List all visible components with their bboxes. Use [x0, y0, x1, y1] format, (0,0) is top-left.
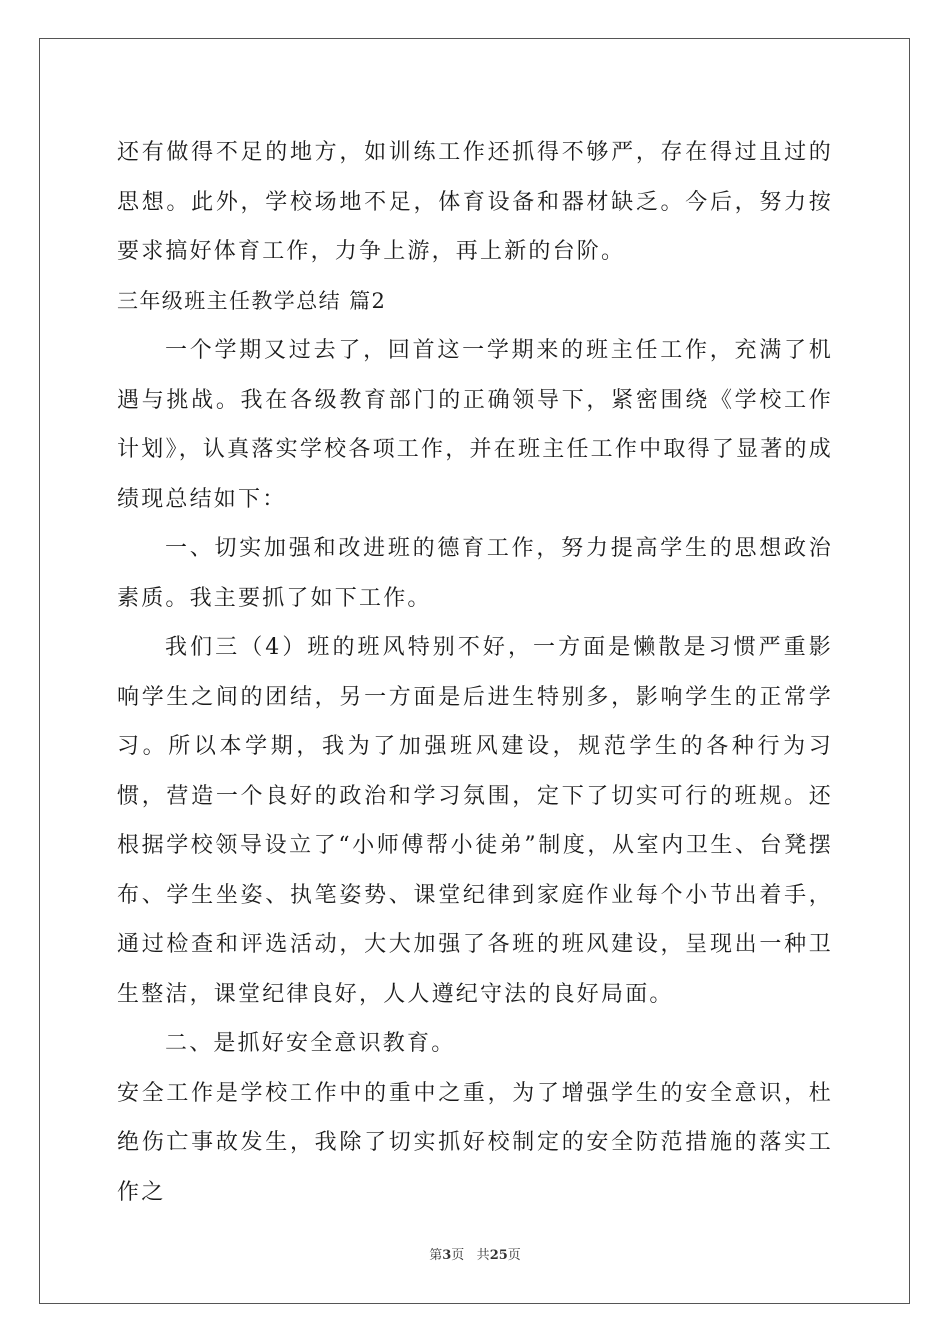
paragraph-2: 一个学期又过去了，回首这一学期来的班主任工作，充满了机遇与挑战。我在各级教育部门的正确领导下，紧密围绕《学校工作计划》，认真落实学校各项工作，并在班主任工作中取得了显著的成绩现总结如下： — [117, 338, 833, 512]
paragraph-1: 还有做得不足的地方，如训练工作还抓得不够严，存在得过且过的思想。此外，学校场地不足，体育设备和器材缺乏。今后，努力按要求搞好体育工作，力争上游，再上新的台阶。 — [117, 140, 833, 264]
section-heading: 三年级班主任教学总结 篇2 — [117, 288, 387, 313]
page-prefix: 第 — [429, 1248, 443, 1263]
total-prefix: 共 — [476, 1248, 490, 1263]
page-total: 25 — [489, 1248, 508, 1263]
page-current: 3 — [442, 1248, 452, 1263]
paragraph-6: 安全工作是学校工作中的重中之重，为了增强学生的安全意识，杜绝伤亡事故发生，我除了切实抓好校制定的安全防范措施的落实工作之 — [117, 1080, 833, 1205]
document-body — [117, 128, 833, 1217]
total-unit: 页 — [507, 1248, 521, 1263]
paragraph-4: 我们三（4）班的班风特别不好，一方面是懒散是习惯严重影响学生之间的团结，另一方面是后进生特别多，影响学生的正常学习。所以本学期，我为了加强班风建设，规范学生的各种行为习惯，营造一个良好的政治和学习氛围，定下了切实可行的班规。还根据学校领导设立了“小师傅帮小徒弟”制度，从室内卫生、台凳摆布、学生坐姿、执笔姿势、课堂纪律到家庭作业每个小节出着手，通过检查和评选活动，大大加强了各班的班风建设，呈现出一种卫生整洁，课堂纪律良好，人人遵纪守法的良好局面。 — [117, 635, 833, 1007]
page-unit: 页 — [451, 1248, 465, 1263]
paragraph-3: 一、切实加强和改进班的德育工作，努力提高学生的思想政治素质。我主要抓了如下工作。 — [117, 536, 833, 611]
page-footer — [0, 1244, 950, 1263]
paragraph-5: 二、是抓好安全意识教育。 — [165, 1031, 456, 1056]
